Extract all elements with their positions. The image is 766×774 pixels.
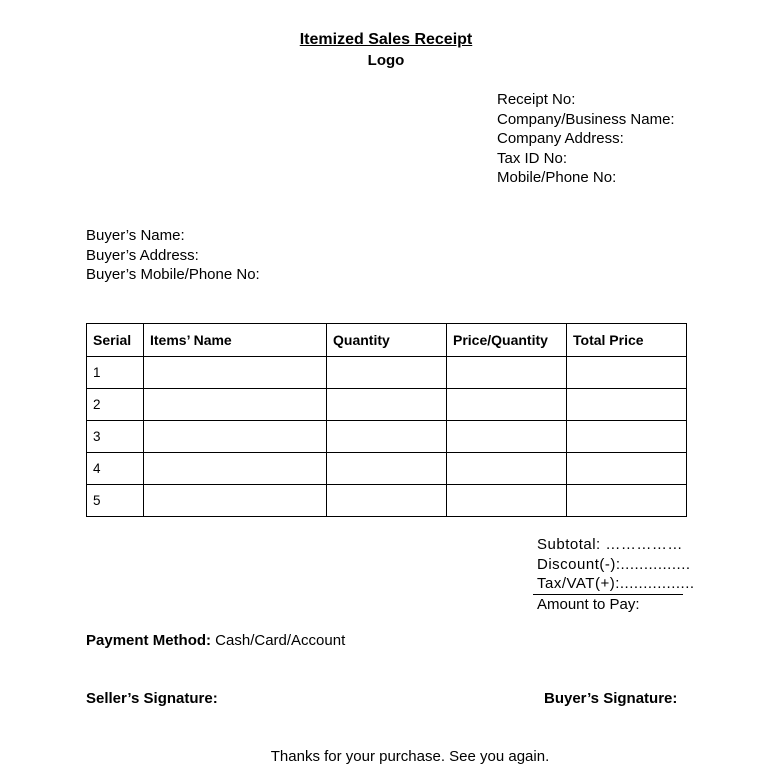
table-row (87, 421, 687, 453)
item-cell (144, 421, 327, 453)
price-cell (447, 389, 567, 421)
quantity-cell (327, 485, 447, 517)
item-cell (144, 485, 327, 517)
company-address-label: Company Address: (497, 130, 624, 148)
serial-cell: 5 (87, 485, 144, 517)
buyer-name-label: Buyer’s Name: (86, 227, 185, 244)
payment-method (86, 632, 345, 649)
serial-cell: 3 (87, 421, 144, 453)
quantity-cell (327, 357, 447, 389)
price-cell (447, 453, 567, 485)
serial-cell: 4 (87, 453, 144, 485)
amount-to-pay-label: Amount to Pay: (537, 595, 640, 613)
table-row (87, 389, 687, 421)
receipt-no-label: Receipt No: (497, 91, 576, 108)
total-cell (567, 357, 687, 389)
buyer-signature-label: Buyer’s Signature: (544, 690, 678, 707)
payment-method-label: Payment Method: (86, 632, 212, 649)
table-row (87, 357, 687, 389)
item-cell (144, 453, 327, 485)
logo-placeholder: Logo (367, 52, 405, 69)
thank-you-note: Thanks for your purchase. See you again. (270, 748, 550, 765)
serial-cell: 1 (87, 357, 144, 389)
summary-block (537, 535, 695, 614)
table-row (87, 485, 687, 517)
quantity-cell (327, 389, 447, 421)
tax-id-label: Tax ID No: (497, 149, 568, 167)
table-row (87, 453, 687, 485)
buyer-address-label: Buyer’s Address: (86, 246, 199, 264)
discount-label: Discount(-):............... (537, 555, 691, 573)
item-cell (144, 389, 327, 421)
quantity-cell (327, 453, 447, 485)
table-header-row (87, 324, 687, 357)
quantity-cell (327, 421, 447, 453)
subtotal-label: Subtotal: …………… (537, 536, 683, 553)
receipt-title: Itemized Sales Receipt (299, 31, 473, 48)
total-cell (567, 453, 687, 485)
company-phone-label: Mobile/Phone No: (497, 169, 617, 187)
price-cell (447, 421, 567, 453)
items-table (86, 323, 687, 517)
business-name-label: Company/Business Name: (497, 110, 675, 128)
buyer-phone-label: Buyer’s Mobile/Phone No: (86, 266, 260, 284)
total-cell (567, 421, 687, 453)
buyer-info-block (86, 226, 260, 285)
item-cell (144, 357, 327, 389)
payment-method-value: Cash/Card/Account (211, 632, 346, 649)
price-cell (447, 357, 567, 389)
company-info-block (497, 90, 675, 188)
header-total-price: Total Price (567, 324, 687, 357)
total-cell (567, 485, 687, 517)
price-cell (447, 485, 567, 517)
tax-vat-label: Tax/VAT(+):................ (533, 574, 683, 595)
header-items-name: Items’ Name (144, 324, 327, 357)
seller-signature-label: Seller’s Signature: (86, 690, 218, 707)
serial-cell: 2 (87, 389, 144, 421)
header-serial: Serial (87, 324, 144, 357)
header-quantity: Quantity (327, 324, 447, 357)
header-price-per-quantity: Price/Quantity (447, 324, 567, 357)
total-cell (567, 389, 687, 421)
